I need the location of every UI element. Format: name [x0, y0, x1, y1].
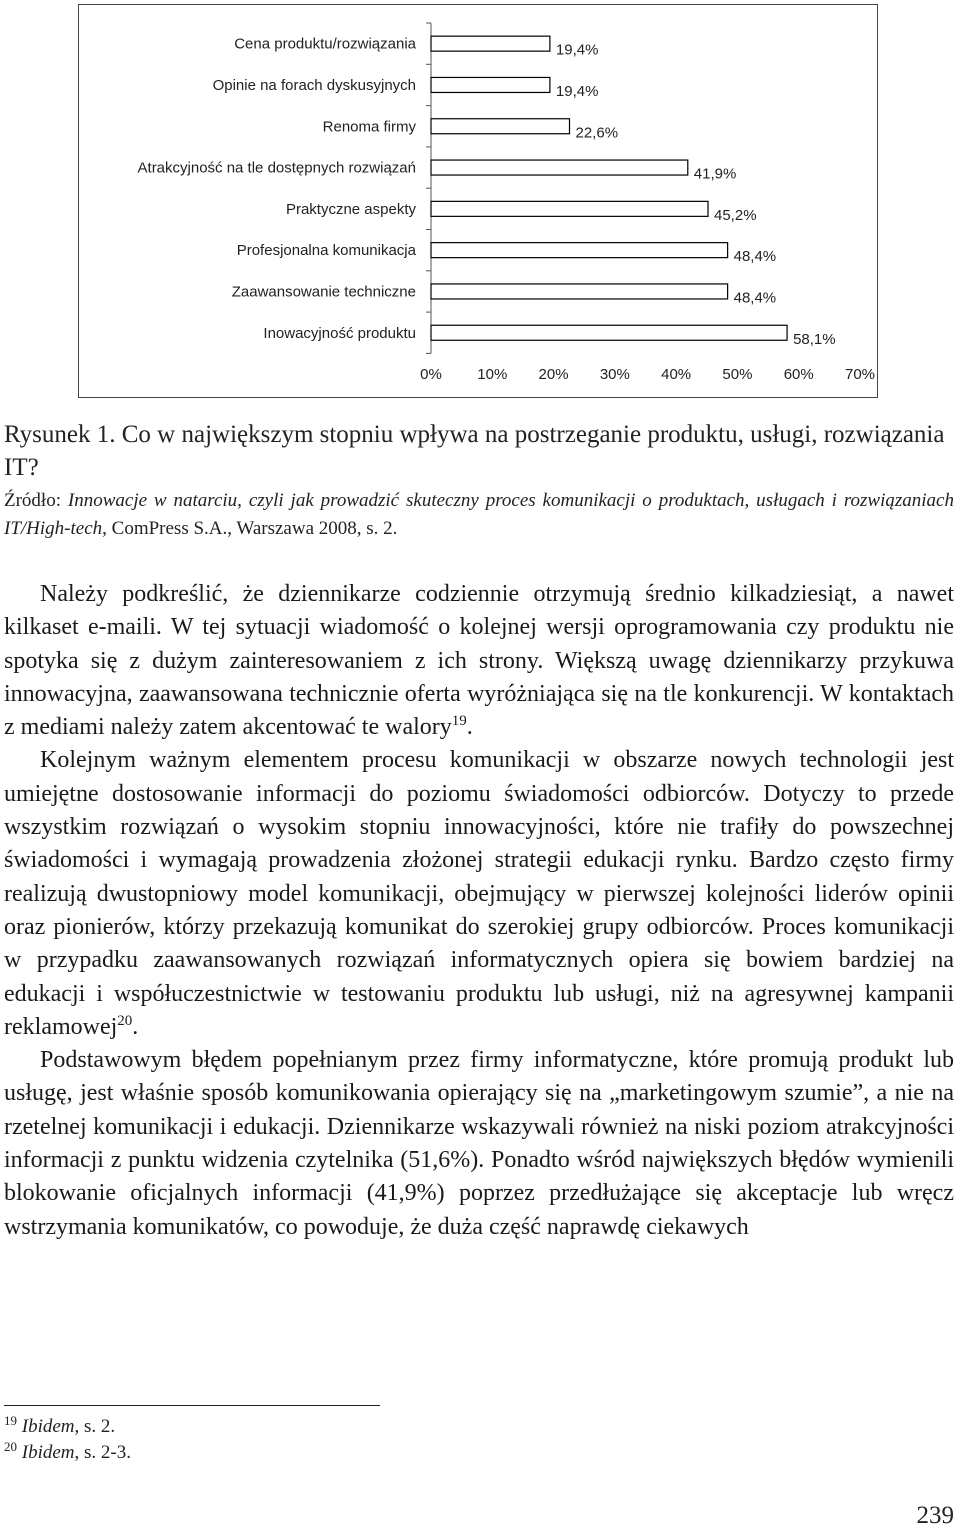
bar	[431, 77, 550, 92]
page-number: 239	[916, 1502, 954, 1529]
footnote-title: Ibidem	[21, 1416, 75, 1437]
x-tick-label: 30%	[599, 366, 630, 383]
footnote-text: , s. 2.	[74, 1416, 116, 1437]
paragraph	[4, 744, 954, 1044]
x-tick-label: 0%	[420, 366, 442, 383]
paragraph	[4, 578, 954, 744]
bar	[431, 284, 728, 299]
figure-source	[4, 487, 954, 543]
x-tick-label: 70%	[844, 366, 876, 383]
paragraph	[4, 1044, 954, 1244]
paragraph-text: Należy podkreślić, że dziennikarze codziennie otrzymują średnio kilkadziesiąt, a nawet kilkaset e-maili. W tej sytuacji wiadomość o kolejnej wersji oprogramowania czy produktu nie spotyka się z dużym zainteresowaniem z ich strony. Większą uwagę dziennikarzy przykuwa innowacyjna, zaawansowana technicznie oferta wyróżniająca się na tle konkurencji. W kontaktach z mediami należy zatem akcentować te walory	[4, 581, 954, 741]
category-label: Atrakcyjność na tle dostępnych rozwiązań	[137, 159, 416, 177]
data-label: 19,4%	[555, 41, 599, 59]
category-label: Zaawansowanie techniczne	[231, 283, 416, 301]
figure-caption: Rysunek 1. Co w największym stopniu wpływa na postrzeganie produktu, usługi, rozwiązania IT?	[4, 421, 945, 481]
paragraph-text: Kolejnym ważnym elementem procesu komunikacji w obszarze nowych technologii jest umiejętne dostosowanie informacji do poziomu świadomości odbiorców. Dotyczy to przede wszystkim rozwiązań o wysokim stopniu innowacyjności, które nie trafiły do powszechnej świadomości i wymagają prowadzenia złożonej strategii edukacji rynku. Bardzo często firmy realizują dwustopniowy model komunikacji, obejmujący w pierwszej kolejności liderów opinii oraz pionierów, którzy przekazują komunikat do szerokiej grupy odbiorców. Proces komunikacji w przypadku zaawansowanych rozwiązań informatycznych opiera się bowiem bardziej na edukacji i współuczestnictwie w testowaniu produktu lub usługi, niż na agresywnej kampanii reklamowej	[4, 747, 954, 1040]
bar	[431, 325, 787, 340]
paragraph-end: .	[132, 1013, 139, 1040]
x-tick-label: 20%	[538, 366, 569, 383]
bar	[431, 119, 570, 134]
footnotes	[4, 1414, 604, 1466]
data-label: 19,4%	[555, 82, 599, 100]
footnote	[4, 1414, 604, 1440]
data-label: 58,1%	[793, 330, 836, 348]
data-label: 48,4%	[733, 289, 777, 307]
body-text	[4, 578, 954, 1244]
source-prefix: Źródło:	[4, 490, 68, 511]
x-tick-label: 60%	[783, 366, 814, 383]
footnote-text: , s. 2-3.	[74, 1442, 131, 1463]
footnote-ref: 20	[117, 1012, 133, 1029]
category-label: Opinie na forach dyskusyjnych	[212, 76, 416, 94]
data-label: 41,9%	[693, 165, 737, 183]
category-label: Cena produktu/rozwiązania	[234, 35, 416, 53]
x-tick-label: 50%	[722, 366, 753, 383]
source-details: , ComPress S.A., Warszawa 2008, s. 2.	[102, 518, 398, 539]
category-label: Praktyczne aspekty	[285, 200, 416, 218]
category-label: Renoma firmy	[322, 118, 416, 136]
data-label: 48,4%	[733, 248, 777, 266]
source-title: Innowacje w natarciu, czyli jak prowadzić skuteczny proces komunikacji o produktach, usługach i rozwiązaniach IT/High-tech	[4, 490, 954, 539]
x-tick-label: 40%	[661, 366, 692, 383]
footnote	[4, 1440, 604, 1466]
paragraph-text: Podstawowym błędem popełnianym przez firmy informatyczne, które promują produkt lub usługę, jest właśnie sposób komunikowania opierający się na „marketingowym szumie”, a nie na rzetelnej komunikacji i edukacji. Dziennikarze wskazywali również na niski poziom atrakcyjności informacji z punktu widzenia czytelnika (51,6%). Ponadto wśród największych błędów wymienili blokowanie oficjalnych informacji (41,9%) poprzez przedłużające się akceptacje lub wręcz wstrzymania komunikatów, co powoduje, że duża część naprawdę ciekawych	[4, 1047, 954, 1240]
bar	[431, 160, 688, 175]
footnote-number: 19	[4, 1413, 17, 1428]
footnote-ref: 19	[451, 713, 467, 730]
bar-chart	[79, 5, 879, 399]
footnote-title: Ibidem	[21, 1442, 75, 1463]
x-tick-label: 10%	[477, 366, 508, 383]
category-label: Inowacyjność produktu	[263, 324, 416, 342]
bar	[431, 243, 728, 258]
category-label: Profesjonalna komunikacja	[236, 242, 416, 260]
footnote-divider	[4, 1405, 380, 1406]
footnote-number: 20	[4, 1439, 17, 1454]
data-label: 22,6%	[575, 124, 619, 142]
bar	[431, 201, 708, 216]
figure-chart	[78, 4, 878, 398]
data-label: 45,2%	[714, 206, 757, 224]
paragraph-end: .	[466, 714, 473, 741]
bar	[431, 36, 550, 51]
